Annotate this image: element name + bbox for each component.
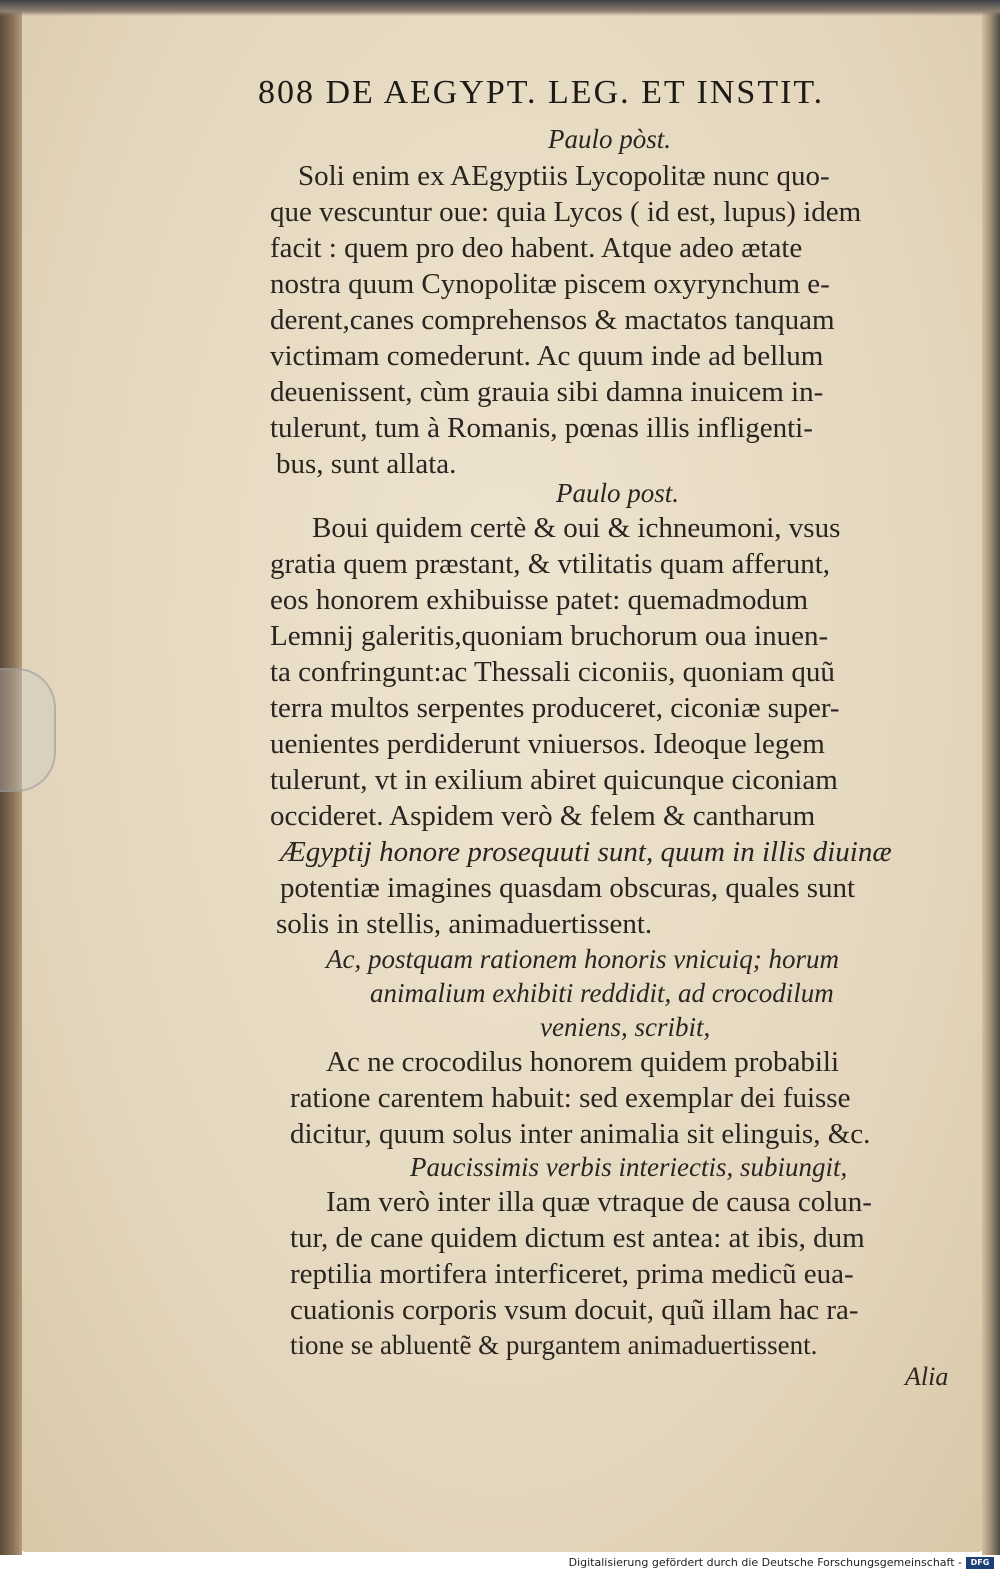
text-line: Lemnij galeritis,quoniam bruchorum oua inuen-	[270, 620, 829, 652]
text-line: ta confringunt:ac Thessali ciconiis, quoniam quũ	[270, 656, 835, 688]
text-line: victimam comederunt. Ac quum inde ad bellum	[270, 340, 824, 372]
text-line: bus, sunt allata.	[276, 448, 457, 480]
text-line: ratione carentem habuit: sed exemplar dei fuisse	[290, 1082, 851, 1114]
text-line: tur, de cane quidem dictum est antea: at ibis, dum	[290, 1222, 865, 1254]
text-line: Ægyptij honore prosequuti sunt, quum in illis diuinæ	[280, 836, 892, 868]
text-line: gratia quem præstant, & vtilitatis quam afferunt,	[270, 548, 831, 580]
text-line: eos honorem exhibuisse patet: quemadmodum	[270, 584, 809, 616]
italic-note-line: veniens, scribit,	[540, 1012, 711, 1042]
text-line: dicitur, quum solus inter animalia sit elinguis, &c.	[290, 1118, 871, 1150]
text-line: uenientes perdiderunt vniuersos. Ideoque legem	[270, 728, 825, 760]
text-line: reptilia mortifera interficeret, prima medicũ eua-	[290, 1258, 854, 1290]
italic-note-line: animalium exhibiti reddidit, ad crocodilum	[370, 978, 834, 1008]
italic-note-line: Ac, postquam rationem honoris vnicuiq; horum	[326, 944, 839, 974]
text-line: tulerunt, vt in exilium abiret quicunque ciconiam	[270, 764, 838, 796]
text-line: facit : quem pro deo habent. Atque adeo ætate	[270, 232, 803, 264]
footer-credit: Digitalisierung gefördert durch die Deutsche Forschungsgemeinschaft -	[568, 1556, 962, 1569]
text-line: nostra quum Cynopolitæ piscem oxyrynchum e-	[270, 268, 830, 300]
text-line: Iam verò inter illa quæ vtraque de causa colun-	[326, 1186, 872, 1218]
subheading-2: Paulo post.	[556, 478, 680, 508]
text-line: occideret. Aspidem verò & felem & cantharum	[270, 800, 816, 832]
book-top-edge	[0, 0, 1000, 16]
book-clasp	[0, 668, 56, 792]
text-line: Soli enim ex AEgyptiis Lycopolitæ nunc quo-	[298, 160, 830, 192]
text-line: solis in stellis, animaduertissent.	[276, 908, 653, 940]
dfg-logo: DFG	[966, 1557, 994, 1569]
text-line: cuationis corporis vsum docuit, quũ illam hac ra-	[290, 1294, 859, 1326]
text-line: que vescuntur oue: quia Lycos ( id est, lupus) idem	[270, 196, 862, 228]
text-line: terra multos serpentes produceret, ciconiæ super-	[270, 692, 840, 724]
text-line: derent,canes comprehensos & mactatos tanquam	[270, 304, 835, 336]
text-line: tione se abluentẽ & purgantem animaduertissent.	[290, 1330, 818, 1360]
text-line: Ac ne crocodilus honorem quidem probabili	[326, 1046, 840, 1078]
catchword: Alia	[905, 1362, 949, 1391]
text-line: deuenissent, cùm grauia sibi damna inuicem in-	[270, 376, 824, 408]
text-line: potentiæ imagines quasdam obscuras, quales sunt	[280, 872, 856, 904]
text-line: Boui quidem certè & oui & ichneumoni, vsus	[312, 512, 841, 544]
running-header: 808 DE AEGYPT. LEG. ET INSTIT.	[258, 74, 825, 111]
subheading-1: Paulo pòst.	[548, 124, 672, 154]
page-fore-edge	[982, 0, 1000, 1555]
italic-note-line: Paucissimis verbis interiectis, subiungit,	[410, 1152, 848, 1182]
text-line: tulerunt, tum à Romanis, pœnas illis infligenti-	[270, 412, 813, 444]
